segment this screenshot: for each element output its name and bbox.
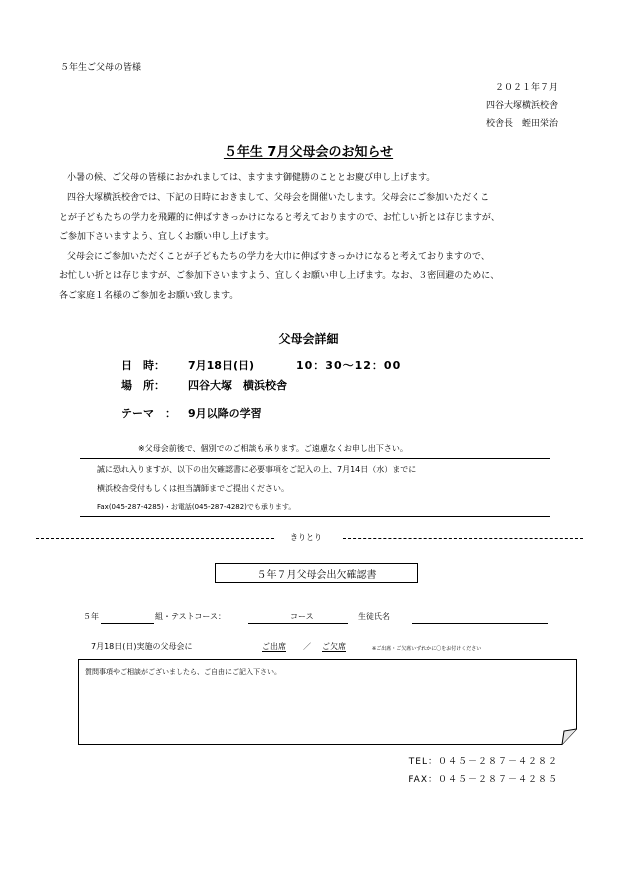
notes-line-1: 誠に恐れ入りますが、以下の出欠確認書に必要事項をご記入の上、7月14日（水）までに: [97, 465, 417, 474]
consult-note: ※父母会前後で、個別でのご相談も承ります。ご遠慮なくお申し出下さい。: [138, 444, 408, 453]
notes-line-3: Fax(045-287-4285)・お電話(045-287-4282)でも承ります。: [97, 503, 296, 511]
attend-prefix: 7月18日(日)実施の父母会に: [91, 642, 193, 651]
form-title-box: [215, 563, 418, 583]
cut-line-right: [343, 538, 583, 539]
notes-line-2: 横浜校舎受付もしくは担当講師までご提出ください。: [97, 484, 289, 493]
details-heading: 父母会詳細: [278, 332, 339, 346]
notes-top-rule: [80, 458, 550, 459]
contact-fax: FAX：０４５－２８７－４２８５: [408, 775, 558, 785]
contact-tel: TEL：０４５－２８７－４２８２: [408, 757, 558, 767]
school-name: 四谷大塚横浜校舎: [485, 101, 558, 111]
theme-label: テーマ ：: [121, 407, 176, 420]
theme-value: 9月以降の学習: [188, 407, 262, 420]
body-line-3: とが子どもたちの学力を飛躍的に伸ばすきっかけになると考えておりますので、お忙しい折とは存じますが、: [59, 213, 500, 223]
grade-label: ５年: [83, 612, 99, 621]
body-line-2: 四谷大塚横浜校舎では、下記の日時におきまして、父母会を開催いたします。父母会にご参加いただくこ: [67, 193, 490, 203]
body-line-7: 各ご家庭１名様のご参加をお願い致します。: [59, 291, 239, 301]
attend-no-option[interactable]: ご欠席: [322, 642, 346, 651]
addressee: ５年生ご父母の皆様: [60, 63, 142, 73]
attend-slash: ／: [303, 642, 311, 651]
date-label: 日 時：: [121, 359, 165, 372]
course-label: コース: [290, 612, 314, 621]
comment-prompt: 質問事項やご相談がございましたら、ご自由にご記入下さい。: [85, 668, 281, 676]
issue-date: ２０２１年７月: [494, 83, 558, 93]
place-value: 四谷大塚 横浜校舎: [188, 379, 287, 392]
class-course-label: 組・テストコース：: [155, 612, 226, 621]
principal-name: 校舎長 蛭田栄治: [485, 119, 558, 129]
body-line-4: ご参加下さいますよう、宜しくお願い申し上げます。: [59, 232, 275, 242]
grade-input-line[interactable]: [101, 623, 154, 624]
time-value: 10：30～12：00: [296, 359, 402, 372]
place-label: 場 所：: [121, 379, 165, 392]
body-line-6: お忙しい折とは存じますが、ご参加下さいますよう、宜しくお願い申し上げます。なお、３密回避のために、: [59, 271, 500, 281]
body-line-1: 小暑の候、ご父母の皆様におかれましては、ますます御健勝のこととお慶び申し上げます。: [67, 173, 436, 183]
attend-yes-option[interactable]: ご出席: [262, 642, 286, 651]
attend-instruction: ※ご出席・ご欠席いずれかに〇をお付けください: [372, 646, 482, 652]
course-input-line[interactable]: [248, 623, 348, 624]
body-line-5: 父母会にご参加いただくことが子どもたちの学力を大巾に伸ばすきっかけになると考えておりますので、: [67, 252, 490, 262]
notes-bottom-rule: [80, 516, 550, 517]
page-title: ５年生 7月父母会のお知らせ: [223, 145, 394, 160]
student-name-label: 生徒氏名: [358, 612, 390, 621]
cut-line-left: [36, 538, 274, 539]
form-title: ５年７月父母会出欠確認書: [256, 569, 377, 581]
date-value: 7月18日(日): [188, 359, 255, 372]
student-name-input-line[interactable]: [412, 623, 548, 624]
cut-label: きりとり: [290, 533, 322, 542]
